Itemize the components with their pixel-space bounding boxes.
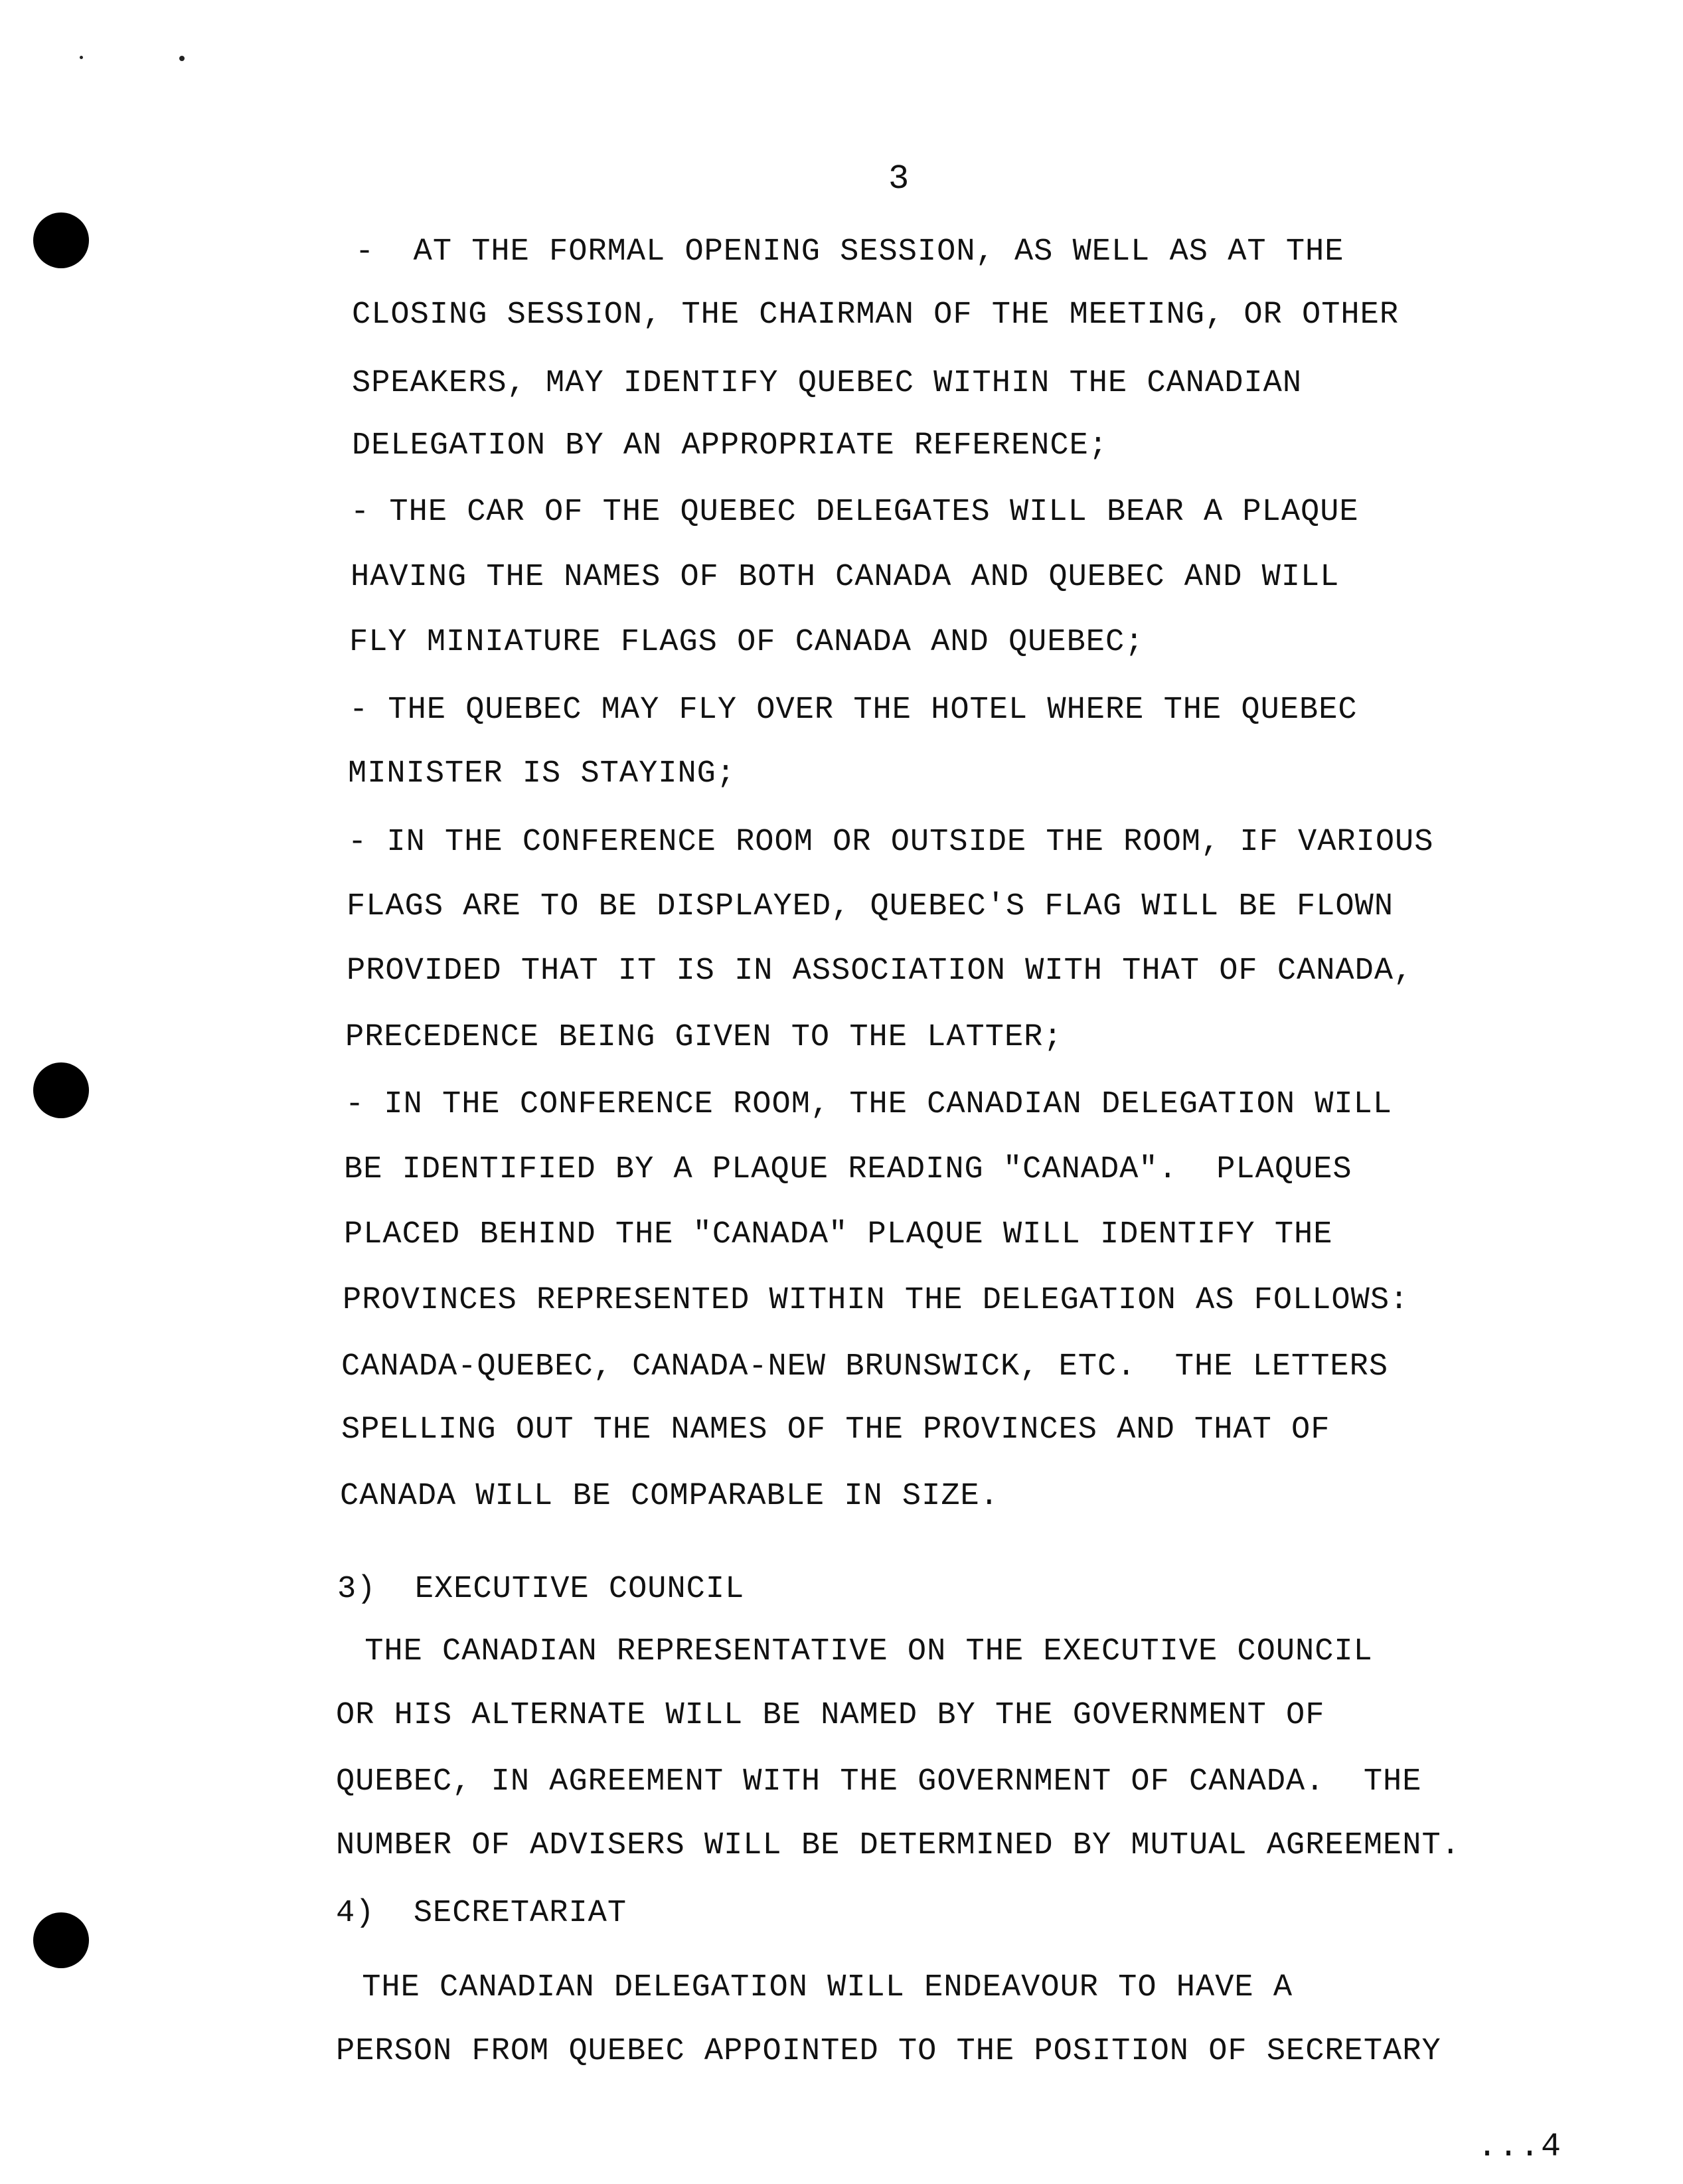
text-line: SPEAKERS, MAY IDENTIFY QUEBEC WITHIN THE CANADIAN [352,366,1303,401]
punch-hole-bottom [33,1912,89,1968]
text-line: CANADA WILL BE COMPARABLE IN SIZE. [340,1479,999,1514]
page-number: 3 [888,159,910,199]
text-line: DELEGATION BY AN APPROPRIATE REFERENCE; [352,428,1108,463]
section-heading: 3) EXECUTIVE COUNCIL [337,1572,745,1607]
text-line: THE CANADIAN REPRESENTATIVE ON THE EXECUTIVE COUNCIL [345,1634,1373,1669]
text-line: - IN THE CONFERENCE ROOM, THE CANADIAN DELEGATION WILL [345,1087,1393,1122]
text-line: PROVINCES REPRESENTED WITHIN THE DELEGATION AS FOLLOWS: [343,1283,1409,1318]
text-line: - THE QUEBEC MAY FLY OVER THE HOTEL WHERE THE QUEBEC [349,693,1358,728]
text-line: PERSON FROM QUEBEC APPOINTED TO THE POSITION OF SECRETARY [336,2034,1441,2069]
text-line: PLACED BEHIND THE "CANADA" PLAQUE WILL IDENTIFY THE [344,1217,1333,1252]
scan-speck [80,56,83,59]
text-line: OR HIS ALTERNATE WILL BE NAMED BY THE GOVERNMENT OF [336,1698,1325,1733]
text-line: NUMBER OF ADVISERS WILL BE DETERMINED BY MUTUAL AGREEMENT. [336,1828,1461,1863]
text-line: - IN THE CONFERENCE ROOM OR OUTSIDE THE ROOM, IF VARIOUS [348,825,1434,860]
continuation-marker: ...4 [1477,2128,1563,2166]
text-line: SPELLING OUT THE NAMES OF THE PROVINCES AND THAT OF [341,1412,1330,1448]
scan-speck [179,56,185,61]
section-heading: 4) SECRETARIAT [336,1896,627,1931]
text-line: - THE CAR OF THE QUEBEC DELEGATES WILL BEAR A PLAQUE [351,495,1359,530]
punch-hole-middle [33,1062,89,1118]
text-line: - AT THE FORMAL OPENING SESSION, AS WELL AS AT THE [355,234,1344,270]
text-line: FLAGS ARE TO BE DISPLAYED, QUEBEC'S FLAG WILL BE FLOWN [347,889,1394,924]
punch-hole-top [33,212,89,268]
text-line: MINISTER IS STAYING; [348,756,736,792]
text-line: QUEBEC, IN AGREEMENT WITH THE GOVERNMENT OF CANADA. THE [336,1764,1422,1800]
text-line: CLOSING SESSION, THE CHAIRMAN OF THE MEETING, OR OTHER [352,297,1400,333]
text-line: FLY MINIATURE FLAGS OF CANADA AND QUEBEC; [349,625,1145,660]
text-line: THE CANADIAN DELEGATION WILL ENDEAVOUR TO HAVE A [343,1970,1293,2005]
text-line: HAVING THE NAMES OF BOTH CANADA AND QUEBEC AND WILL [351,560,1340,595]
text-line: BE IDENTIFIED BY A PLAQUE READING "CANADA". PLAQUES [344,1152,1352,1187]
text-line: CANADA-QUEBEC, CANADA-NEW BRUNSWICK, ETC. THE LETTERS [341,1349,1389,1385]
text-line: PRECEDENCE BEING GIVEN TO THE LATTER; [345,1020,1063,1055]
text-line: PROVIDED THAT IT IS IN ASSOCIATION WITH THAT OF CANADA, [347,954,1413,989]
